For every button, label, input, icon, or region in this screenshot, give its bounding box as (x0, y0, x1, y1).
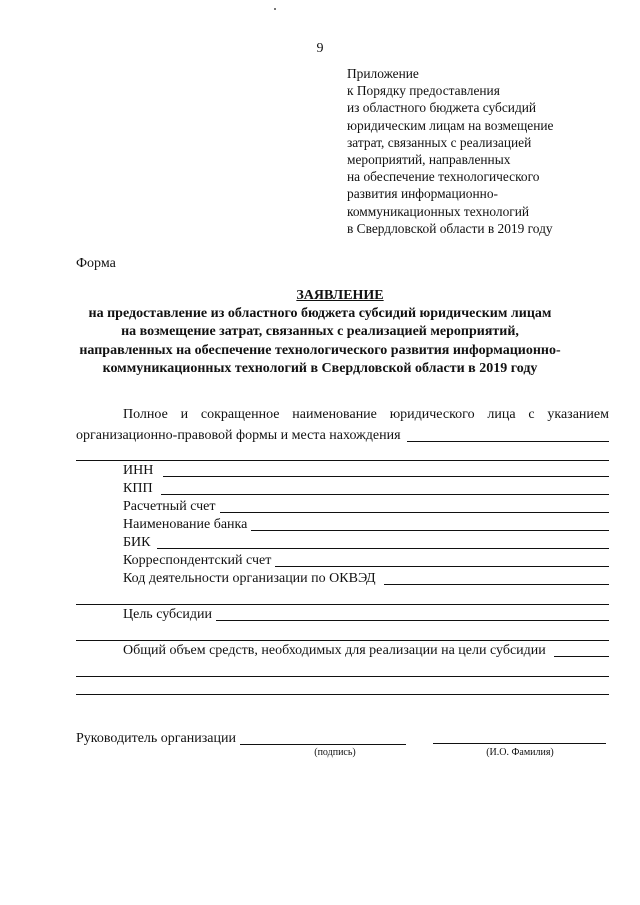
form-label: Форма (76, 256, 116, 271)
annex-line: мероприятий, направленных (347, 152, 511, 168)
legal-name-input-line-2[interactable] (76, 460, 609, 461)
bik-field[interactable] (123, 534, 609, 552)
kpp-field[interactable] (123, 480, 609, 498)
kpp-input-line[interactable] (161, 482, 609, 495)
title-line: коммуникационных технологий в Свердловской области в 2019 году (102, 360, 538, 376)
head-signature-field[interactable] (76, 730, 406, 748)
title-line: направленных на обеспечение технологического развития информационно- (79, 342, 561, 358)
okved-label: Код деятельности организации по ОКВЭД (123, 571, 376, 586)
total-input-line-3[interactable] (76, 694, 609, 695)
annex-line: развития информационно- (347, 186, 498, 202)
title-line: на возмещение затрат, связанных с реализацией мероприятий, (121, 324, 519, 340)
title-heading: ЗАЯВЛЕНИЕ (296, 288, 384, 303)
okved-field[interactable] (123, 570, 609, 588)
inn-input-line[interactable] (163, 464, 609, 477)
annex-line: коммуникационных технологий (347, 203, 530, 219)
bank-field[interactable] (123, 516, 609, 534)
total-input-line[interactable] (554, 644, 609, 657)
annex-line: к Порядку предоставления (347, 83, 500, 99)
document-title (0, 287, 640, 378)
signature-caption: (подпись) (314, 747, 356, 758)
purpose-input-line[interactable] (216, 608, 609, 621)
annex-line: затрат, связанных с реализацией (347, 134, 532, 150)
okved-input-line[interactable] (384, 572, 609, 585)
inn-field[interactable] (123, 462, 609, 480)
scan-dot (274, 8, 276, 10)
account-field[interactable] (123, 498, 609, 516)
full-name-input-line[interactable] (433, 743, 606, 744)
purpose-field[interactable] (123, 606, 609, 624)
total-field[interactable] (123, 642, 609, 660)
annex-block (347, 65, 627, 237)
full-name-caption: (И.О. Фамилия) (486, 747, 554, 758)
purpose-input-line-2[interactable] (76, 640, 609, 641)
account-label: Расчетный счет (123, 499, 216, 514)
head-label: Руководитель организации (76, 731, 236, 746)
legal-name-paragraph (76, 405, 609, 425)
legal-name-label-line2: организационно-правовой формы и места нахождения (76, 428, 401, 443)
annex-line: на обеспечение технологического (347, 169, 540, 185)
okved-input-line-2[interactable] (76, 604, 609, 605)
page-number: 9 (316, 41, 324, 56)
purpose-label: Цель субсидии (123, 607, 212, 622)
legal-name-field[interactable] (76, 427, 609, 445)
account-input-line[interactable] (220, 500, 609, 513)
inn-label: ИНН (123, 463, 154, 478)
legal-name-input-line[interactable] (407, 429, 609, 442)
kpp-label: КПП (123, 481, 153, 496)
annex-line: в Свердловской области в 2019 году (347, 220, 553, 236)
annex-line: из областного бюджета субсидий (347, 100, 537, 116)
annex-line: юридическим лицам на возмещение (347, 117, 554, 133)
corr-account-input-line[interactable] (275, 554, 609, 567)
bik-label: БИК (123, 535, 151, 550)
signature-input-line[interactable] (240, 732, 406, 745)
title-line: на предоставление из областного бюджета субсидий юридическим лицам (88, 306, 552, 322)
total-input-line-2[interactable] (76, 676, 609, 677)
bank-label: Наименование банка (123, 517, 248, 532)
bik-input-line[interactable] (157, 536, 610, 549)
total-label: Общий объем средств, необходимых для реализации на цели субсидии (123, 643, 546, 658)
corr-account-field[interactable] (123, 552, 609, 570)
annex-line: Приложение (347, 66, 419, 81)
bank-input-line[interactable] (251, 518, 609, 531)
corr-account-label: Корреспондентский счет (123, 553, 272, 568)
legal-name-label-line1: Полное и сокращенное наименование юридического лица с указанием (123, 407, 609, 422)
